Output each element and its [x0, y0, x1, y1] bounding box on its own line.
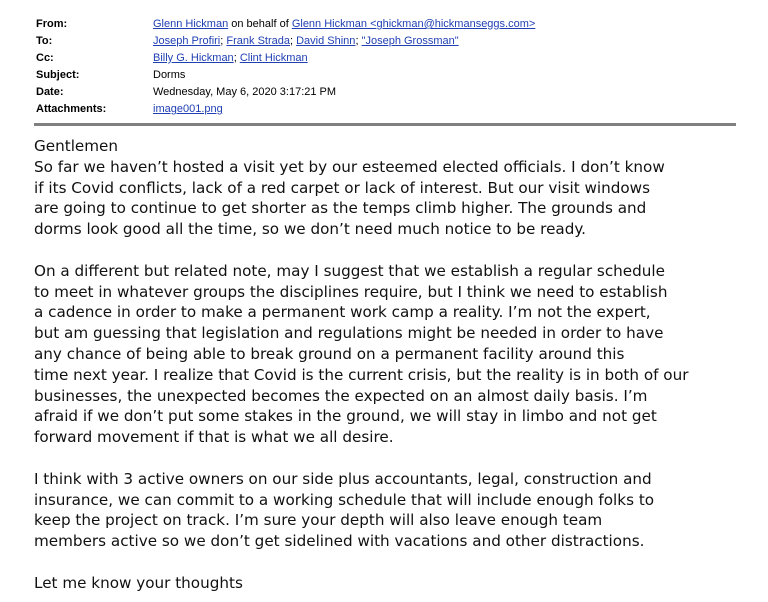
recipient-separator: ;	[233, 52, 240, 64]
body-paragraph-3: I think with 3 active owners on our side plus accountants, legal, construction and insurance, we can commit to a working schedule that will include enough folks to keep the project on track. I’m sure your depth will also leave enough team members active so we don’t get sidelined with vacations and other distractions.	[34, 469, 655, 551]
subject-label: Subject:	[36, 69, 80, 81]
cc-label: Cc:	[36, 52, 54, 64]
email-header	[36, 16, 736, 118]
paragraph-spacer	[34, 552, 754, 573]
body-paragraph-2: On a different but related note, may I suggest that we establish a regular schedule to meet in whatever groups the disciplines require, but I think we need to establish a cadence in order to make a permanent work camp a reality. I’m not the expert, but am guessing that legislation and regulations might be needed in order to have any chance of being able to break ground on a permanent facility around this time next year. I realize that Covid is the current crisis, but the reality is in both of our businesses, the unexpected becomes the expected on an almost daily basis. I’m afraid if we don’t put some stakes in the ground, we will stay in limbo and not get forward movement if that is what we all desire.	[34, 261, 689, 447]
on-behalf-text: on behalf of	[228, 18, 292, 30]
to-recipient-link[interactable]: David Shinn	[296, 35, 356, 47]
recipient-separator: ;	[220, 35, 227, 47]
date-label: Date:	[36, 86, 64, 98]
from-label: From:	[36, 18, 68, 30]
subject-row	[36, 67, 736, 84]
from-sender-link[interactable]: Glenn Hickman	[153, 18, 229, 30]
from-value	[153, 16, 535, 33]
closing-line: Let me know your thoughts	[34, 573, 243, 592]
email-body	[34, 136, 754, 594]
to-recipient-link[interactable]: "Joseph Grossman"	[361, 35, 459, 47]
cc-recipient-link[interactable]: Clint Hickman	[239, 52, 308, 64]
header-divider	[34, 123, 736, 126]
attachments-row	[36, 101, 736, 118]
recipient-separator: ;	[355, 35, 362, 47]
attachments-value	[153, 101, 223, 118]
from-row	[36, 16, 736, 33]
cc-value	[153, 50, 308, 67]
from-address-link[interactable]: Glenn Hickman <ghickman@hickmanseggs.com>	[291, 18, 536, 30]
to-label: To:	[36, 35, 53, 47]
to-recipient-link[interactable]: Frank Strada	[226, 35, 290, 47]
body-paragraph-1: So far we haven’t hosted a visit yet by our esteemed elected officials. I don’t know if its Covid conflicts, lack of a red carpet or lack of interest. But our visit windows are going to continue to get shorter as the temps climb higher. The grounds and dorms look good all the time, so we don’t need much notice to be ready.	[34, 157, 665, 239]
paragraph-spacer	[34, 240, 754, 261]
attachments-label: Attachments:	[36, 103, 107, 115]
paragraph-spacer	[34, 448, 754, 469]
cc-recipient-link[interactable]: Billy G. Hickman	[153, 52, 234, 64]
cc-row	[36, 50, 736, 67]
date-row	[36, 84, 736, 101]
attachment-link[interactable]: image001.png	[153, 103, 223, 115]
recipient-separator: ;	[289, 35, 297, 47]
to-value	[153, 33, 459, 50]
subject-value: Dorms	[153, 69, 186, 81]
date-value: Wednesday, May 6, 2020 3:17:21 PM	[153, 86, 337, 98]
to-row	[36, 33, 736, 50]
to-recipient-link[interactable]: Joseph Profiri	[153, 35, 221, 47]
greeting: Gentlemen	[34, 137, 119, 155]
